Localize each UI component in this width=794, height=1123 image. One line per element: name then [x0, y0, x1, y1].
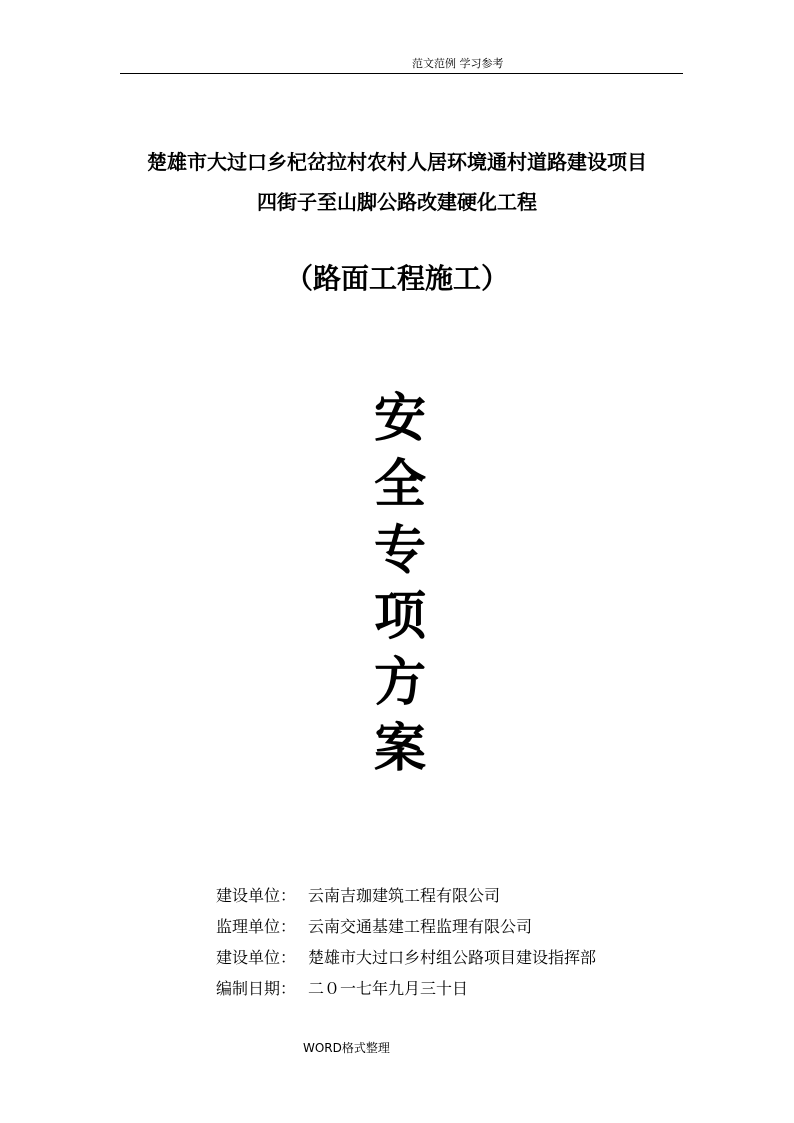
info-label: 监理单位： [216, 917, 297, 936]
info-value: 楚雄市大过口乡村组公路项目建设指挥部 [308, 948, 597, 967]
page-header-text: 范文范例 学习参考 [412, 57, 504, 70]
main-title-char: 安 [373, 388, 426, 449]
info-row-supervision-unit [216, 911, 596, 942]
main-vertical-title [367, 386, 433, 782]
main-title-char: 案 [373, 718, 426, 779]
page-footer-text: WORD格式整理 [303, 1041, 390, 1055]
info-label: 建设单位： [216, 948, 297, 967]
info-label: 编制日期： [216, 979, 297, 998]
main-title-char: 项 [373, 586, 426, 647]
document-title-line-2: 四街子至山脚公路改建硬化工程 [257, 190, 537, 214]
main-title-char: 方 [373, 652, 426, 713]
info-row-construction-unit [216, 880, 596, 911]
info-row-date [216, 973, 596, 1004]
main-title-char: 全 [373, 454, 426, 515]
info-value: 二０一七年九月三十日 [308, 979, 469, 998]
project-info-block [216, 880, 596, 1004]
main-title-char: 专 [373, 520, 426, 581]
document-subtitle: （路面工程施工） [284, 262, 509, 295]
header-divider [120, 73, 683, 74]
document-title-line-1: 楚雄市大过口乡杞岔拉村农村人居环境通村道路建设项目 [147, 150, 647, 174]
info-value: 云南交通基建工程监理有限公司 [308, 917, 533, 936]
info-row-owner-unit [216, 942, 596, 973]
info-value: 云南吉珈建筑工程有限公司 [308, 886, 501, 905]
info-label: 建设单位： [216, 886, 297, 905]
